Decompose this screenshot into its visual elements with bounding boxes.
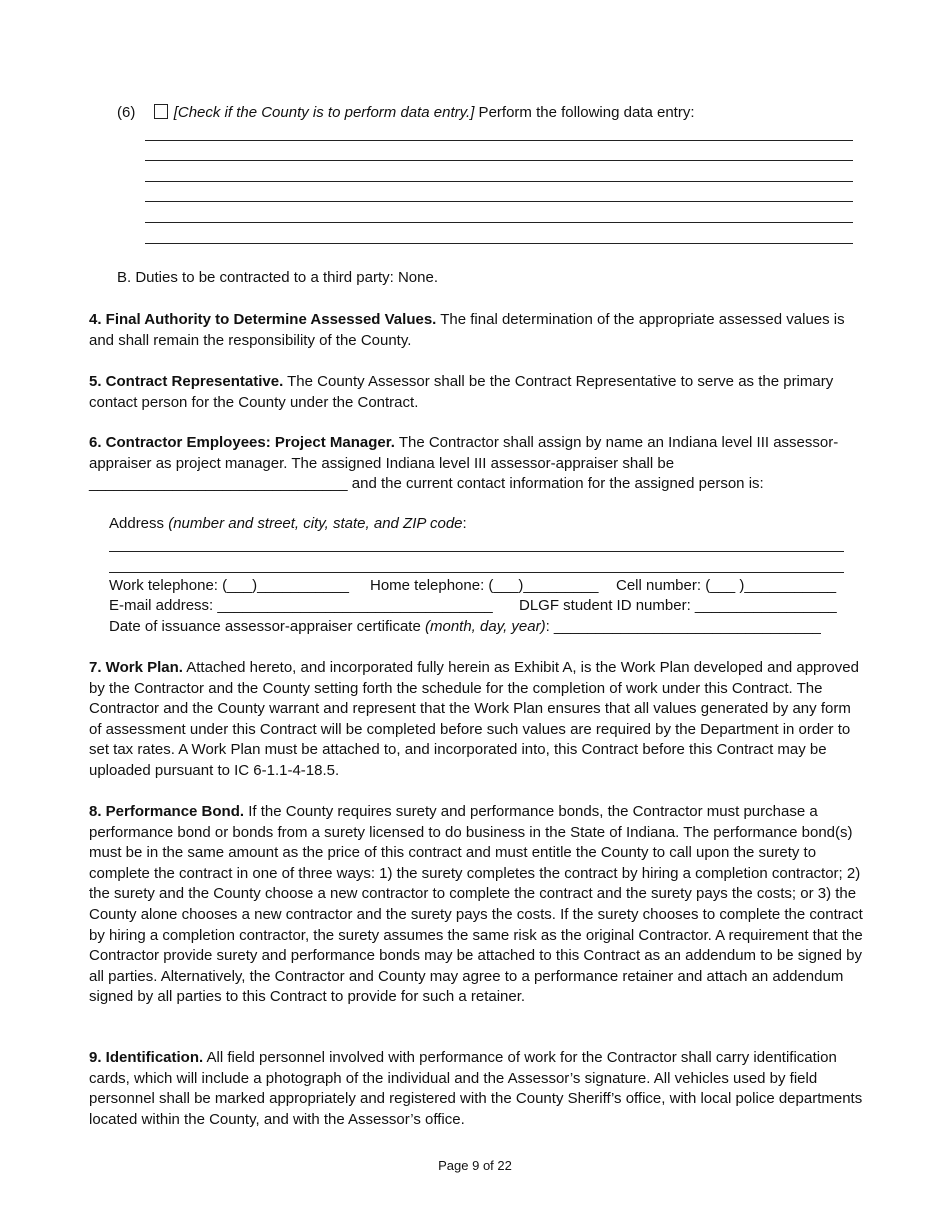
section-5-heading: 5. Contract Representative.: [89, 373, 284, 390]
email-field[interactable]: E-mail address: _________________________________: [109, 597, 493, 614]
page-number: Page 9 of 22: [438, 1158, 512, 1173]
section-9-body: All field personnel involved with performance of work for the Contractor shall carry identification cards, which will include a photograph of the individual and the Assessor’s signature. All vehicles used by field personnel shall be marked appropriately and registered with the County Sheriff’s office, with local police departments located within the County, and with the Assessor’s office.: [89, 1049, 863, 1128]
section-8-heading: 8. Performance Bond.: [89, 803, 245, 820]
project-manager-name-blank[interactable]: _______________________________: [89, 475, 348, 493]
data-entry-line[interactable]: [145, 181, 853, 182]
certificate-date-field[interactable]: [109, 618, 821, 635]
item-6-number: (6): [117, 104, 136, 121]
section-6-heading: 6. Contractor Employees: Project Manager.: [89, 434, 395, 451]
data-entry-checkbox[interactable]: [154, 104, 168, 119]
data-entry-line[interactable]: [145, 140, 853, 141]
certificate-date-blank[interactable]: : ________________________________: [545, 618, 821, 635]
section-9-heading: 9. Identification.: [89, 1049, 204, 1066]
data-entry-line[interactable]: [145, 243, 853, 244]
address-hint: (number and street, city, state, and ZIP code: [168, 515, 463, 532]
address-line-2[interactable]: [109, 572, 844, 573]
section-7: [89, 658, 864, 782]
address-label-line: [109, 515, 467, 532]
section-5-body: The County Assessor shall be the Contract Representative to serve as the primary contact person for the County under the Contract.: [89, 373, 834, 411]
section-b: B. Duties to be contracted to a third party: None.: [117, 269, 439, 286]
certificate-date-hint: (month, day, year): [424, 618, 546, 635]
section-4-heading: 4. Final Authority to Determine Assessed Values.: [89, 311, 437, 328]
address-colon: :: [462, 515, 467, 532]
home-telephone-field[interactable]: Home telephone: (___)_________: [370, 577, 599, 594]
section-6-body-end: and the current contact information for the assigned person is:: [347, 475, 764, 493]
section-9: [89, 1048, 864, 1130]
work-telephone-field[interactable]: Work telephone: (___)___________: [109, 577, 349, 594]
section-5: [89, 372, 864, 413]
certificate-date-label: Date of issuance assessor-appraiser certificate: [109, 618, 425, 635]
section-4: [89, 310, 864, 351]
address-label: Address: [109, 515, 169, 532]
section-7-body: Attached hereto, and incorporated fully herein as Exhibit A, is the Work Plan developed and approved by the Contractor and the County setting forth the schedule for the completion of work under this Contract. The Contractor and the County warrant and represent that the Work Plan ensures that all values generated by any form of assessment under this Contract will be completed before such values are required by the Department in order to set tax rates. A Work Plan must be attached to, and incorporated into, this Contract before this Contract may be uploaded pursuant to IC 6-1.1-4-18.5.: [89, 659, 859, 779]
section-6-body: The Contractor shall assign by name an Indiana level III assessor-appraiser as project manager. The assigned Indiana level III assessor-appraiser shall be: [89, 434, 839, 472]
data-entry-line[interactable]: [145, 222, 853, 223]
data-entry-line[interactable]: [145, 201, 853, 202]
section-4-body: The final determination of the appropriate assessed values is and shall remain the responsibility of the County.: [89, 311, 845, 349]
section-8: [89, 802, 864, 1008]
data-entry-line[interactable]: [145, 160, 853, 161]
item-6-instruction: [Check if the County is to perform data entry.]: [173, 104, 475, 121]
section-8-body: If the County requires surety and performance bonds, the Contractor must purchase a performance bond or bonds from a surety licensed to do business in the State of Indiana. The performance bond(s) must be in the same amount as the price of this contract and must entitle the County to call upon the surety to complete the contract in one of three ways: 1) the surety completes the contract by hiring a completion contractor; 2) the surety and the County choose a new contractor to complete the contract and the surety pays the costs; or 3) the County alone chooses a new contractor and the surety pays the costs. If the surety chooses to complete the contract by hiring a completion contractor, the surety assumes the same risk as the original Contractor. A requirement that the Contractor provide surety and performance bonds may be attached to this Contract as an addendum to be signed by all parties. Alternatively, the Contractor and County may agree to a performance retainer and attach an addendum signed by all parties to this Contract to provide for such a retainer.: [89, 803, 863, 1006]
section-7-heading: 7. Work Plan.: [89, 659, 183, 676]
address-line-1[interactable]: [109, 551, 844, 552]
item-6-text: Perform the following data entry:: [474, 104, 695, 121]
item-6-line: [117, 104, 695, 121]
cell-number-field[interactable]: Cell number: (___ )___________: [616, 577, 837, 594]
section-6: [89, 433, 864, 495]
dlgf-student-id-field[interactable]: DLGF student ID number: _________________: [519, 597, 837, 614]
